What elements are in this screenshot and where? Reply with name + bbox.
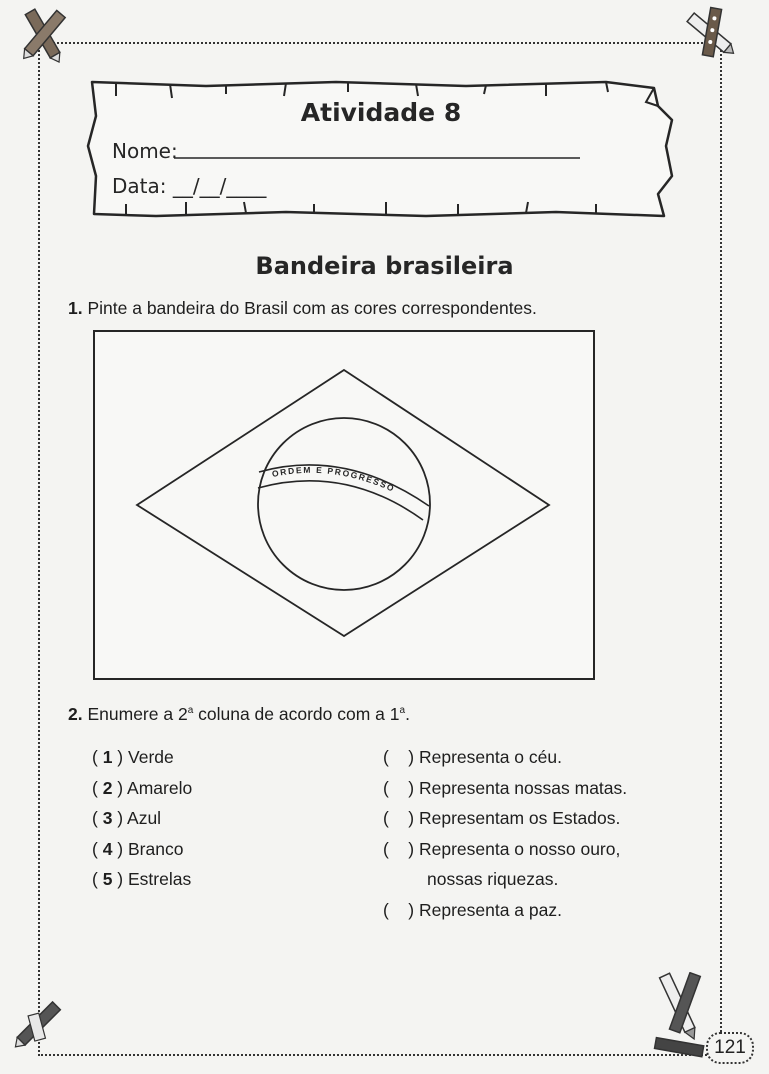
question-2 — [68, 704, 410, 725]
date-label: Data: __/__/____ — [112, 174, 267, 198]
crossed-pencils-icon — [678, 4, 744, 66]
list-item: ( ) Representa nossas matas. — [383, 777, 628, 798]
activity-header — [86, 76, 676, 224]
list-item: ( 1 ) Verde — [92, 747, 174, 767]
brazil-flag-outline — [93, 330, 595, 680]
list-item: ( ) Representa o nosso ouro, — [383, 838, 621, 859]
question-1-number: 1. — [68, 298, 83, 318]
list-item: ( ) Representa o céu. — [383, 747, 562, 767]
list-item: ( ) Representam os Estados. — [383, 808, 621, 828]
list-item-continuation: nossas riquezas. — [427, 869, 559, 889]
list-item: ( 4 ) Branco — [92, 838, 184, 859]
list-item: ( 2 ) Amarelo — [92, 777, 193, 798]
page-number: 121 — [706, 1032, 754, 1064]
name-label: Nome: — [112, 139, 178, 163]
question-1 — [68, 298, 537, 319]
crossed-pencils-icon — [14, 4, 74, 66]
activity-title: Atividade 8 — [300, 98, 462, 127]
flag-motto: ORDEM E PROGRESSO — [271, 464, 397, 495]
flag-globe — [258, 418, 430, 590]
question-2-text: Enumere a 2$^a$ coluna de acordo com a 1$^a$. — [87, 704, 410, 724]
meanings-column — [383, 742, 627, 925]
pencil-icon — [6, 996, 68, 1056]
list-item: ( ) Representa a paz. — [383, 899, 562, 920]
colors-column — [92, 742, 192, 895]
list-item: ( 3 ) Azul — [92, 808, 162, 828]
question-2-number: 2. — [68, 704, 83, 724]
question-1-text: Pinte a bandeira do Brasil com as cores correspondentes. — [87, 298, 537, 318]
section-title: Bandeira brasileira — [255, 252, 514, 280]
list-item: ( 5 ) Estrelas — [92, 869, 192, 889]
